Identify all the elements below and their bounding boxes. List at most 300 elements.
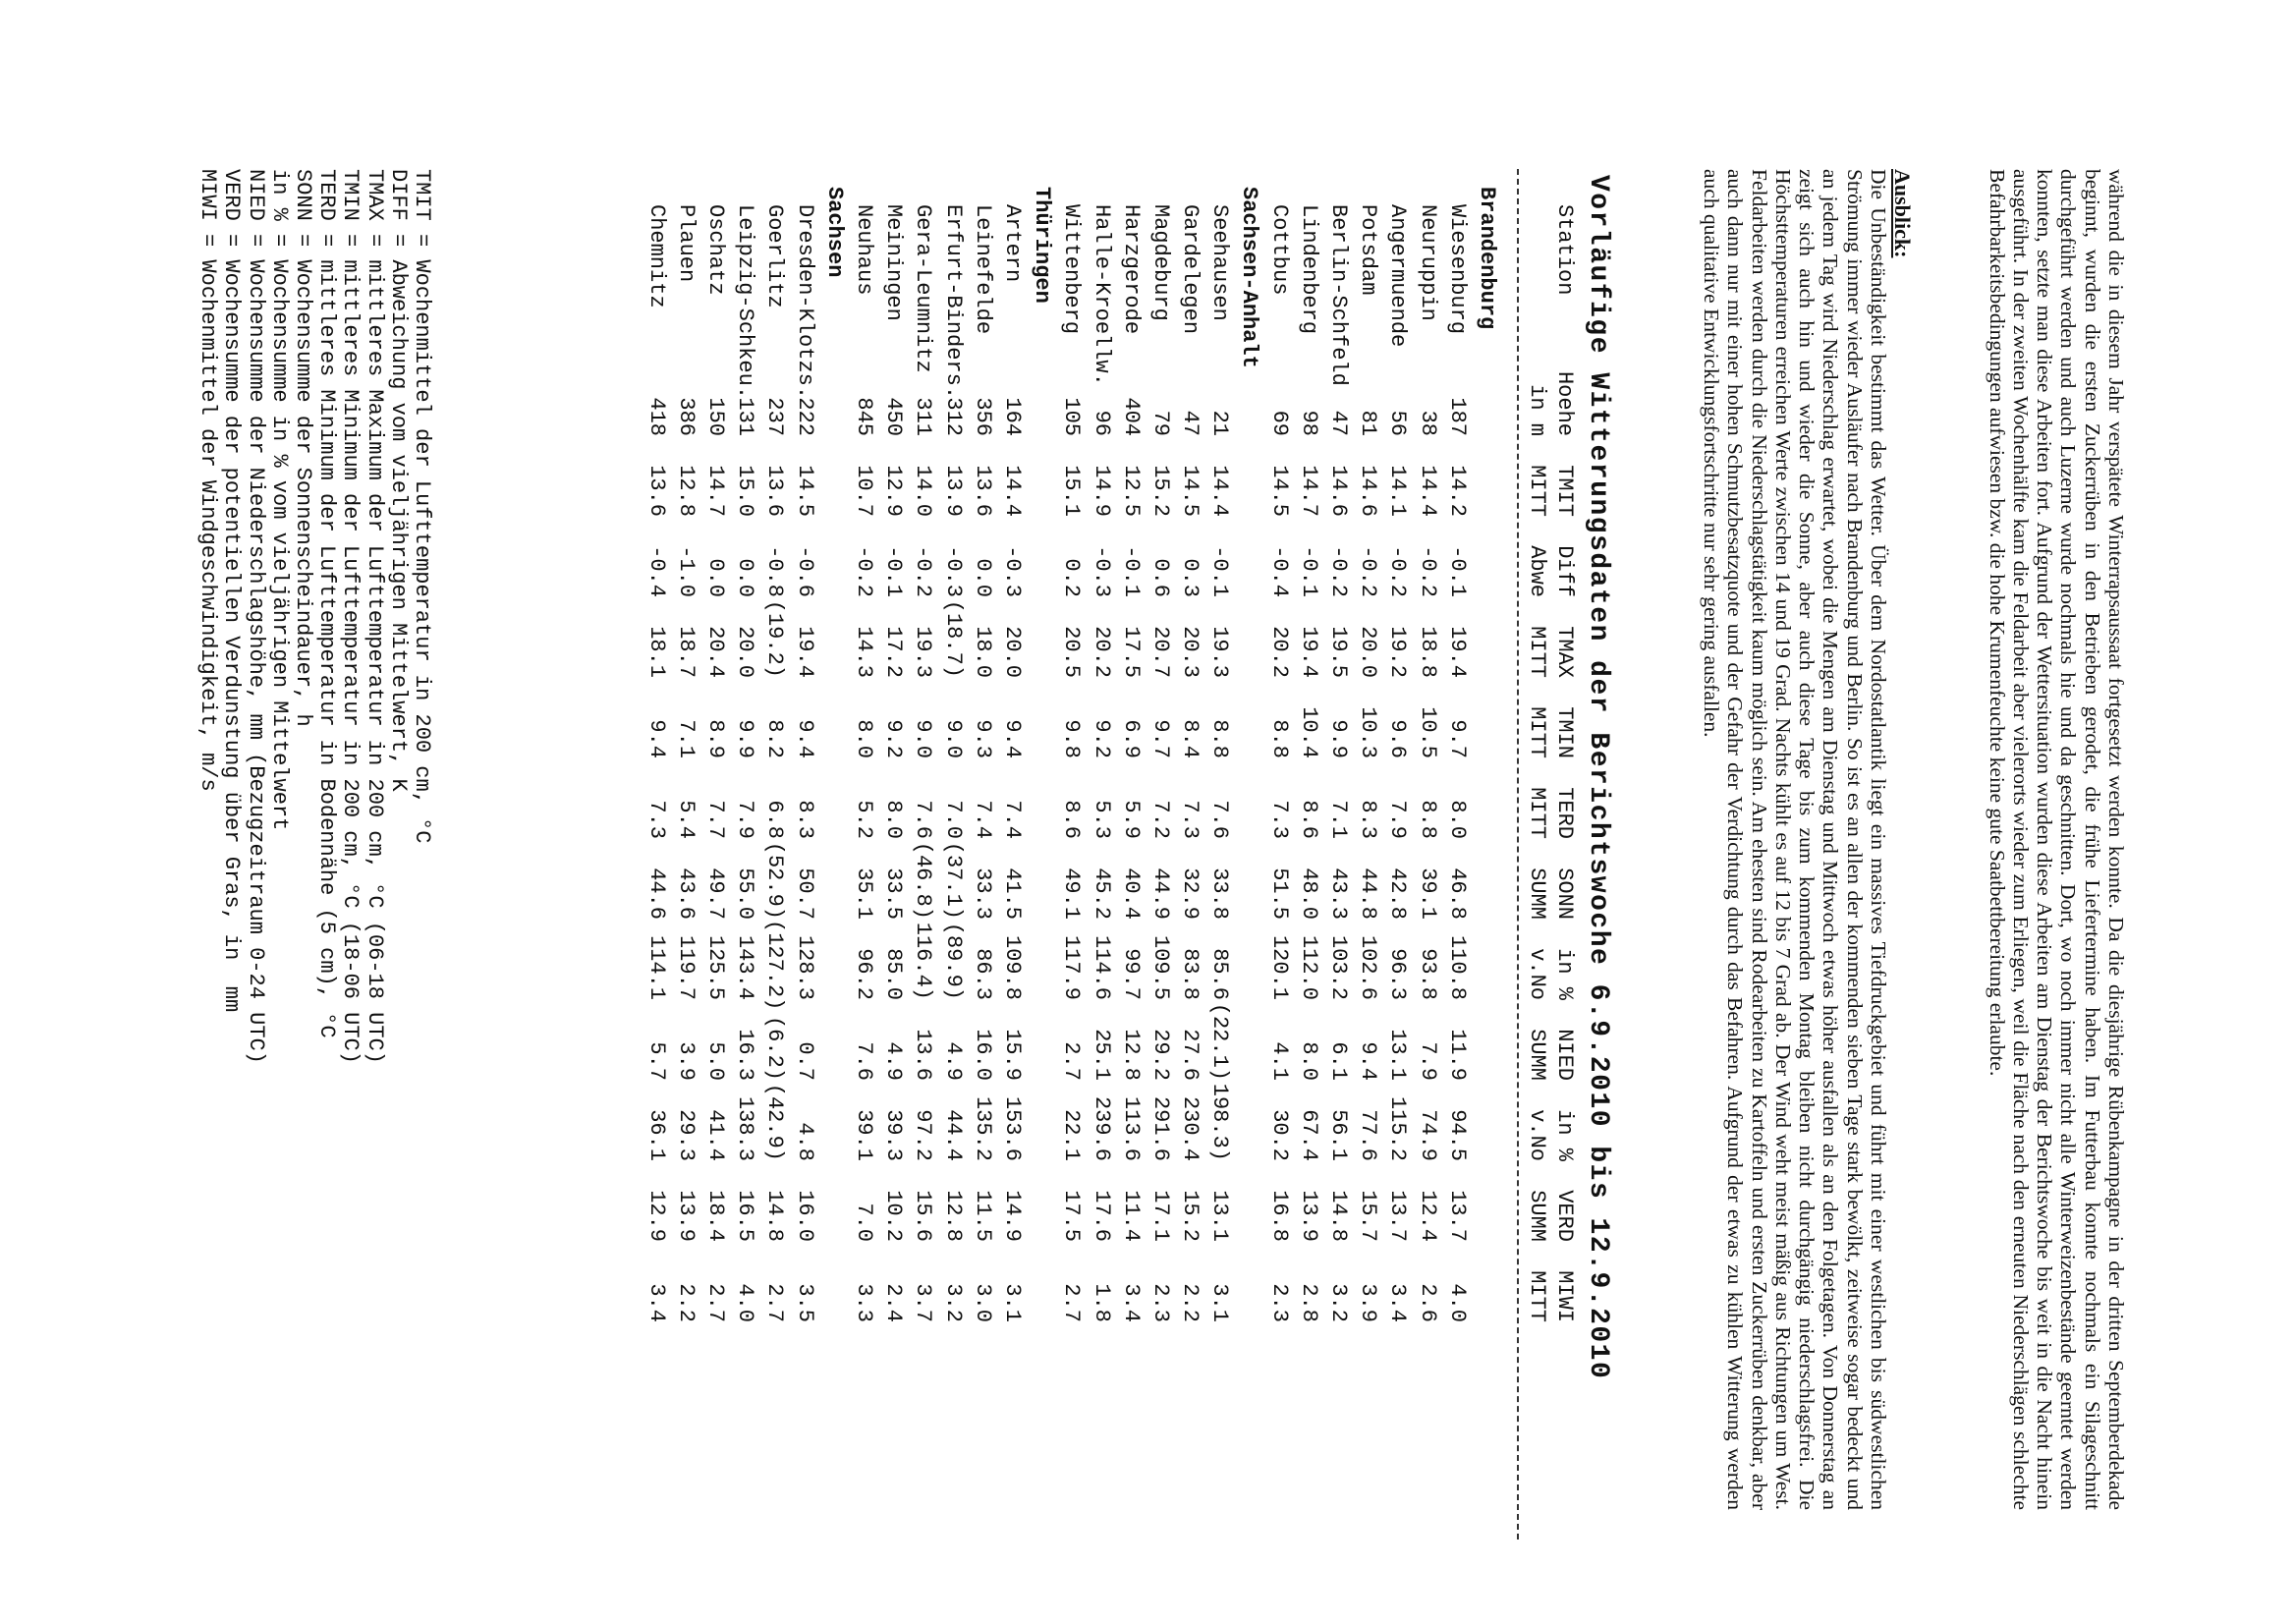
table-cell: 7.9 bbox=[733, 800, 758, 839]
station-name: Angermuende bbox=[1385, 204, 1411, 348]
station-name: Potsdam bbox=[1356, 204, 1381, 296]
table-cell: 17.1 bbox=[1148, 1190, 1173, 1242]
table-cell: 12.9 bbox=[881, 465, 907, 517]
table-cell: 230.4 bbox=[1178, 1095, 1203, 1161]
table-cell: 18.4 bbox=[703, 1190, 729, 1242]
table-cell: -0.2 bbox=[911, 545, 936, 597]
table-cell: 20.4 bbox=[703, 626, 729, 678]
table-cell: 27.6 bbox=[1178, 1029, 1203, 1081]
table-cell: 14.2 bbox=[1444, 465, 1470, 517]
station-row bbox=[1175, 169, 1204, 1540]
table-cell: 143.4 bbox=[733, 934, 758, 1000]
table-cell: -0.3 bbox=[940, 545, 966, 597]
table-cell: 8.2 bbox=[762, 719, 788, 758]
table-cell: 44.8 bbox=[1356, 868, 1381, 920]
table-cell: 10.5 bbox=[1415, 706, 1440, 758]
station-row bbox=[1086, 169, 1115, 1540]
table-cell: 19.5 bbox=[1326, 626, 1352, 678]
table-cell: 96.2 bbox=[852, 948, 877, 1000]
table-cell: (6.2) bbox=[762, 1015, 788, 1081]
table-cell: 0.3 bbox=[1178, 558, 1203, 597]
legend-line: TMIN = mittleres Minimum der Lufttemperatur in 200 cm, °C (18-06 UTC) bbox=[338, 169, 364, 1064]
table-cell: 311 bbox=[911, 397, 936, 436]
table-cell: 20.2 bbox=[1266, 626, 1292, 678]
table-cell: 12.4 bbox=[1415, 1190, 1440, 1242]
table-cell: 0.2 bbox=[1059, 558, 1085, 597]
table-cell: 9.3 bbox=[970, 719, 995, 758]
table-cell: -0.4 bbox=[1266, 545, 1292, 597]
table-cell: 6.8 bbox=[762, 800, 788, 839]
table-cell: -0.2 bbox=[1415, 545, 1440, 597]
legend-line: SONN = Wochensumme der Sonnenscheindauer, h bbox=[290, 169, 315, 727]
table-cell: 6.1 bbox=[1326, 1041, 1352, 1081]
table-cell: 109.5 bbox=[1148, 934, 1173, 1000]
table-cell: 2.4 bbox=[881, 1283, 907, 1322]
table-cell: 5.7 bbox=[644, 1041, 669, 1081]
table-cell: 6.9 bbox=[1118, 719, 1144, 758]
table-cell: 7.1 bbox=[1326, 800, 1352, 839]
station-row bbox=[1204, 169, 1234, 1540]
table-cell: 14.1 bbox=[1385, 465, 1411, 517]
station-name: Wiesenburg bbox=[1444, 204, 1470, 335]
table-cell: 14.4 bbox=[1207, 465, 1233, 517]
table-cell: 239.6 bbox=[1089, 1095, 1114, 1161]
table-cell: (52.9) bbox=[762, 841, 788, 920]
table-cell: 19.3 bbox=[1207, 626, 1233, 678]
table-cell: 2.8 bbox=[1296, 1283, 1321, 1322]
table-cell: 14.8 bbox=[762, 1190, 788, 1242]
table-cell: (19.2) bbox=[762, 599, 788, 678]
table-cell: 9.2 bbox=[1089, 719, 1114, 758]
table-cell: 7.9 bbox=[1415, 1041, 1440, 1081]
table-cell: 125.5 bbox=[703, 934, 729, 1000]
table-cell: 16.3 bbox=[733, 1029, 758, 1081]
legend-line: TERD = mittleres Minimum der Lufttemperatur in Bodennähe (5 cm), °C bbox=[314, 169, 340, 1038]
header-cell: VERD bbox=[1552, 1190, 1577, 1242]
table-cell: 20.7 bbox=[1148, 626, 1173, 678]
table-cell: 164 bbox=[1000, 397, 1025, 436]
table-cell: 10.7 bbox=[852, 465, 877, 517]
region-name: Thüringen bbox=[1030, 187, 1055, 304]
region-heading bbox=[819, 169, 849, 1540]
table-cell: 15.2 bbox=[1178, 1190, 1203, 1242]
table-cell: 97.2 bbox=[911, 1109, 936, 1161]
table-cell: (42.9) bbox=[762, 1083, 788, 1161]
table-cell: 15.7 bbox=[1356, 1190, 1381, 1242]
table-cell: 8.0 bbox=[852, 719, 877, 758]
table-cell: 7.3 bbox=[644, 800, 669, 839]
table-cell: 3.9 bbox=[1356, 1283, 1381, 1322]
table-cell: 13.7 bbox=[1444, 1190, 1470, 1242]
table-cell: 13.9 bbox=[1296, 1190, 1321, 1242]
station-name: Wittenberg bbox=[1059, 204, 1085, 335]
table-cell: 8.8 bbox=[1207, 719, 1233, 758]
header-cell: MIWI bbox=[1552, 1270, 1577, 1322]
station-row bbox=[937, 169, 967, 1540]
table-cell: 8.0 bbox=[881, 800, 907, 839]
table-cell: 14.5 bbox=[1178, 465, 1203, 517]
table-cell: 35.1 bbox=[852, 868, 877, 920]
header-cell: in % bbox=[1552, 1109, 1577, 1161]
table-cell: 7.4 bbox=[1000, 800, 1025, 839]
station-name: Oschatz bbox=[703, 204, 729, 296]
table-cell: 13.6 bbox=[644, 465, 669, 517]
header-cell: SUMM bbox=[1525, 1190, 1549, 1242]
legend bbox=[196, 169, 433, 1544]
table-cell: 291.6 bbox=[1148, 1095, 1173, 1161]
table-cell: 12.8 bbox=[1118, 1029, 1144, 1081]
table-cell: 9.2 bbox=[881, 719, 907, 758]
table-cell: 49.1 bbox=[1059, 868, 1085, 920]
table-cell: 7.7 bbox=[703, 800, 729, 839]
station-name: Artern bbox=[1000, 204, 1025, 283]
header-cell: v.No bbox=[1525, 948, 1549, 1000]
table-cell: 198.3) bbox=[1207, 1083, 1233, 1161]
table-cell: 14.5 bbox=[792, 465, 817, 517]
table-cell: 11.4 bbox=[1118, 1190, 1144, 1242]
table-cell: 3.4 bbox=[1118, 1283, 1144, 1322]
table-cell: 4.8 bbox=[792, 1122, 817, 1161]
header-cell: TMAX bbox=[1552, 626, 1577, 678]
table-cell: 112.0 bbox=[1296, 934, 1321, 1000]
table-cell: 17.2 bbox=[881, 626, 907, 678]
table-cell: 32.9 bbox=[1178, 868, 1203, 920]
table-cell: -0.2 bbox=[1356, 545, 1381, 597]
table-cell: 21 bbox=[1207, 410, 1233, 436]
table-cell: 19.4 bbox=[792, 626, 817, 678]
table-cell: 119.7 bbox=[673, 934, 699, 1000]
table-cell: 128.3 bbox=[792, 934, 817, 1000]
table-cell: (46.8) bbox=[911, 841, 936, 920]
station-row bbox=[849, 169, 878, 1540]
table-cell: 39.1 bbox=[852, 1109, 877, 1161]
station-name: Berlin-Schfeld bbox=[1326, 204, 1352, 386]
table-cell: 187 bbox=[1444, 397, 1470, 436]
table-cell: 2.2 bbox=[1178, 1283, 1203, 1322]
table-cell: 2.2 bbox=[673, 1283, 699, 1322]
table-cell: 3.2 bbox=[1326, 1283, 1352, 1322]
table-cell: 3.1 bbox=[1000, 1283, 1025, 1322]
station-name: Erfurt-Binders. bbox=[940, 204, 966, 400]
table-cell: 5.4 bbox=[673, 800, 699, 839]
table-cell: 20.5 bbox=[1059, 626, 1085, 678]
table-cell: 0.0 bbox=[703, 558, 729, 597]
header-cell: in m bbox=[1525, 384, 1549, 436]
table-cell: -0.1 bbox=[1444, 545, 1470, 597]
table-cell: 10.3 bbox=[1356, 706, 1381, 758]
station-name: Gardelegen bbox=[1178, 204, 1203, 335]
header-cell: MITT bbox=[1525, 787, 1549, 839]
station-name: Seehausen bbox=[1207, 204, 1233, 321]
table-cell: 42.8 bbox=[1385, 868, 1411, 920]
table-cell: 5.3 bbox=[1089, 800, 1114, 839]
table-cell: 4.0 bbox=[1444, 1283, 1470, 1322]
table-cell: 85.6 bbox=[1207, 948, 1233, 1000]
header-cell: MITT bbox=[1525, 626, 1549, 678]
table-cell: 29.2 bbox=[1148, 1029, 1173, 1081]
table-cell: 135.2 bbox=[970, 1095, 995, 1161]
table-cell: 131 bbox=[733, 397, 758, 436]
table-cell: 8.0 bbox=[1296, 1041, 1321, 1081]
legend-line: in % = Wochensumme in % vom vieljährigen Mittelwert bbox=[266, 169, 292, 831]
table-cell: 30.2 bbox=[1266, 1109, 1292, 1161]
table-cell: 418 bbox=[644, 397, 669, 436]
table-cell: 153.6 bbox=[1000, 1095, 1025, 1161]
table-cell: 29.3 bbox=[673, 1109, 699, 1161]
table-cell: 56.1 bbox=[1326, 1109, 1352, 1161]
table-cell: 43.3 bbox=[1326, 868, 1352, 920]
table-cell: 20.0 bbox=[1356, 626, 1381, 678]
table-cell: 50.7 bbox=[792, 868, 817, 920]
table-cell: 13.6 bbox=[970, 465, 995, 517]
table-cell: 4.9 bbox=[940, 1041, 966, 1081]
table-cell: 9.7 bbox=[1444, 719, 1470, 758]
table-cell: 18.1 bbox=[644, 626, 669, 678]
header-cell: Diff bbox=[1552, 545, 1577, 597]
table-cell: 15.2 bbox=[1148, 465, 1173, 517]
station-name: Neuhaus bbox=[852, 204, 877, 296]
station-row bbox=[1294, 169, 1323, 1540]
table-cell: 150 bbox=[703, 397, 729, 436]
table-cell: (18.7) bbox=[940, 599, 966, 678]
table-cell: 2.6 bbox=[1415, 1283, 1440, 1322]
table-cell: 33.8 bbox=[1207, 868, 1233, 920]
table-cell: 7.3 bbox=[1178, 800, 1203, 839]
header-cell: TMIN bbox=[1552, 706, 1577, 758]
legend-line: DIFF = Abweichung vom vieljährigen Mittelwert, K bbox=[385, 169, 411, 792]
station-row bbox=[1353, 169, 1382, 1540]
header-cell: v.No bbox=[1525, 1109, 1549, 1161]
header-cell: in % bbox=[1552, 948, 1577, 1000]
table-cell: 56 bbox=[1385, 410, 1411, 436]
table-cell: 8.6 bbox=[1296, 800, 1321, 839]
table-cell: 12.9 bbox=[644, 1190, 669, 1242]
station-name: Meiningen bbox=[881, 204, 907, 321]
table-cell: 7.0 bbox=[852, 1203, 877, 1242]
ausblick-paragraph: Die Unbeständigkeit bestimmt das Wetter. Über dem Nordostatlantik liegt ein massives Tiefdruckgebiet und führt mit einer westlichen bis südwestlichen Strömung immer wieder Ausläufer nach Brandenburg und Berlin. So ist es an allen der kommenden sieben Tage stark bewölkt, zeitweise sogar bedeckt und an jedem Tag wird Niederschlag erwartet, wobei die Mengen am Dienstag und Mittwoch etwas höher ausfallen als an den Folgetagen. Von Donnerstag an zeigt sich auch hin und wieder die Sonne, aber auch diese Tage bis zum kommenden Montag bleiben nicht durchgängig niederschlagsfrei. Die Höchsttemperaturen erreichen Werte zwischen 14 und 19 Grad. Nachts kühlt es auf 12 bis 7 Grad ab. Der Wind weht meist mäßig aus Richtungen um West. Feldarbeiten werden durch die Niederschlagstätigkeit kaum möglich sein. Am ehesten sind Rodearbeiten zu Kartoffeln und ersten Zuckerrüben denkbar, aber auch dann nur mit einer hohen Schmutzbesatzquote und der Gefahr der Verdichtung durch das Befahren. Aufgrund der etwas zu kühlen Witterung werden auch qualitative Entwicklungsfortschritte nur sehr gering ausfallen. bbox=[1699, 169, 1890, 1510]
table-cell: 113.6 bbox=[1118, 1095, 1144, 1161]
legend-line: MIWI = Wochenmittel der Windgeschwindigkeit, m/s bbox=[196, 169, 221, 792]
table-cell: 14.7 bbox=[703, 465, 729, 517]
table-cell: 98 bbox=[1296, 410, 1321, 436]
table-cell: 7.6 bbox=[911, 800, 936, 839]
table-cell: 85.0 bbox=[881, 948, 907, 1000]
station-row bbox=[997, 169, 1027, 1540]
table-cell: 18.8 bbox=[1415, 626, 1440, 678]
table-cell: 117.9 bbox=[1059, 934, 1085, 1000]
header-separator bbox=[1503, 169, 1519, 1540]
table-cell: 4.1 bbox=[1266, 1041, 1292, 1081]
table-cell: 17.5 bbox=[1118, 626, 1144, 678]
table-cell: 9.4 bbox=[1000, 719, 1025, 758]
table-cell: -0.2 bbox=[1385, 545, 1411, 597]
table-cell: 9.4 bbox=[1356, 1041, 1381, 1081]
header-cell: Station bbox=[1552, 204, 1577, 296]
table-cell: 11.5 bbox=[970, 1190, 995, 1242]
table-cell: 96.3 bbox=[1385, 948, 1411, 1000]
header-cell: NIED bbox=[1552, 1029, 1577, 1081]
table-cell: 19.4 bbox=[1444, 626, 1470, 678]
region-name: Sachsen bbox=[821, 187, 847, 278]
table-cell: 14.4 bbox=[1000, 465, 1025, 517]
station-row bbox=[671, 169, 700, 1540]
station-row bbox=[730, 169, 759, 1540]
table-cell: 33.3 bbox=[970, 868, 995, 920]
table-cell: 356 bbox=[970, 397, 995, 436]
table-cell: 14.4 bbox=[1415, 465, 1440, 517]
header-cell: SUMM bbox=[1525, 868, 1549, 920]
table-cell: 0.6 bbox=[1148, 558, 1173, 597]
table-cell: 3.9 bbox=[673, 1041, 699, 1081]
legend-line: TMIT = Wochenmittel der Lufttemperatur in 200 cm, °C bbox=[410, 169, 434, 844]
station-row bbox=[1264, 169, 1294, 1540]
table-cell: 845 bbox=[852, 397, 877, 436]
table-cell: 12.5 bbox=[1118, 465, 1144, 517]
header-cell: SUMM bbox=[1525, 1029, 1549, 1081]
table-cell: 4.9 bbox=[881, 1041, 907, 1081]
table-cell: 404 bbox=[1118, 397, 1144, 436]
table-cell: 18.7 bbox=[673, 626, 699, 678]
table-cell: 13.6 bbox=[911, 1029, 936, 1081]
table-cell: 7.0 bbox=[940, 800, 966, 839]
table-cell: 83.8 bbox=[1178, 948, 1203, 1000]
table-cell: 9.9 bbox=[1326, 719, 1352, 758]
table-cell: 15.0 bbox=[733, 465, 758, 517]
table-cell: -0.8 bbox=[762, 545, 788, 597]
table-cell: 9.4 bbox=[644, 719, 669, 758]
table-cell: 39.3 bbox=[881, 1109, 907, 1161]
table-cell: 94.5 bbox=[1444, 1109, 1470, 1161]
table-header-row-1 bbox=[1550, 169, 1578, 1540]
table-cell: 9.9 bbox=[733, 719, 758, 758]
table-cell: 18.0 bbox=[970, 626, 995, 678]
table-cell: 20.3 bbox=[1178, 626, 1203, 678]
table-cell: 9.6 bbox=[1385, 719, 1411, 758]
station-row bbox=[1146, 169, 1175, 1540]
table-cell: (89.9) bbox=[940, 922, 966, 1000]
table-cell: 3.4 bbox=[1385, 1283, 1411, 1322]
region-name: Brandenburg bbox=[1475, 187, 1499, 330]
table-cell: -1.0 bbox=[673, 545, 699, 597]
station-row bbox=[642, 169, 671, 1540]
table-cell: 0.7 bbox=[792, 1041, 817, 1081]
station-name: Leinefelde bbox=[970, 204, 995, 335]
station-name: Harzgerode bbox=[1118, 204, 1144, 335]
station-row bbox=[1442, 169, 1472, 1540]
table-cell: 109.8 bbox=[1000, 934, 1025, 1000]
table-cell: 10.2 bbox=[881, 1190, 907, 1242]
table-cell: 10.4 bbox=[1296, 706, 1321, 758]
table-cell: 5.2 bbox=[852, 800, 877, 839]
table-cell: 9.8 bbox=[1059, 719, 1085, 758]
table-cell: 8.0 bbox=[1444, 800, 1470, 839]
table-cell: 99.7 bbox=[1118, 948, 1144, 1000]
table-cell: 3.4 bbox=[644, 1283, 669, 1322]
table-cell: 14.5 bbox=[1266, 465, 1292, 517]
station-name: Goerlitz bbox=[762, 204, 788, 308]
table-cell: 11.9 bbox=[1444, 1029, 1470, 1081]
table-cell: -0.4 bbox=[644, 545, 669, 597]
table-cell: 102.6 bbox=[1356, 934, 1381, 1000]
table-cell: -0.2 bbox=[852, 545, 877, 597]
table-cell: 312 bbox=[940, 397, 966, 436]
table-cell: 2.3 bbox=[1266, 1283, 1292, 1322]
table-cell: -0.1 bbox=[1118, 545, 1144, 597]
table-cell: 55.0 bbox=[733, 868, 758, 920]
station-name: Neuruppin bbox=[1415, 204, 1440, 321]
header-cell: SONN bbox=[1552, 868, 1577, 920]
table-cell: 105 bbox=[1059, 397, 1085, 436]
table-cell: 7.3 bbox=[1266, 800, 1292, 839]
table-cell: 25.1 bbox=[1089, 1029, 1114, 1081]
station-row bbox=[878, 169, 908, 1540]
table-cell: 14.8 bbox=[1326, 1190, 1352, 1242]
table-cell: 3.5 bbox=[792, 1283, 817, 1322]
table-cell: 46.8 bbox=[1444, 868, 1470, 920]
table-cell: 2.7 bbox=[762, 1283, 788, 1322]
table-cell: 17.5 bbox=[1059, 1190, 1085, 1242]
table-cell: 13.7 bbox=[1385, 1190, 1411, 1242]
table-cell: 8.3 bbox=[792, 800, 817, 839]
station-row bbox=[1116, 169, 1146, 1540]
station-row bbox=[908, 169, 937, 1540]
table-cell: 2.7 bbox=[703, 1283, 729, 1322]
table-cell: 45.2 bbox=[1089, 868, 1114, 920]
table-cell: 5.9 bbox=[1118, 800, 1144, 839]
station-name: Plauen bbox=[673, 204, 699, 283]
table-cell: 20.2 bbox=[1089, 626, 1114, 678]
table-cell: 69 bbox=[1266, 410, 1292, 436]
table-cell: 7.6 bbox=[1207, 800, 1233, 839]
table-cell: 13.9 bbox=[673, 1190, 699, 1242]
table-cell: 47 bbox=[1326, 410, 1352, 436]
table-cell: 14.6 bbox=[1326, 465, 1352, 517]
weather-table bbox=[642, 169, 1578, 1540]
table-cell: 47 bbox=[1178, 410, 1203, 436]
table-cell: 3.0 bbox=[970, 1283, 995, 1322]
intro-paragraph: während die in diesem Jahr verspätete Winterrapsaussaat fortgesetzt werden konnte. Da die diesjährige Rübenkampagne in der dritten Septemberdekade beginnt, wurden die ersten Zuckerrüben in den Betrieben gerodet, die frühe Liefertermine haben. Im Futterbau konnte nochmals ein Silageschnitt durchgeführt werden und auch Luzerne wurde nochmals hie und da geschnitten. Dort, wo noch immer nicht alle Winterweizenbestände geerntet werden konnten, setzte man diese Arbeiten fort. Aufgrund der Wettersituation wurden diese Arbeiten am Dienstag der Berichtswoche bis weit in die Nacht hinein ausgeführt. In der zweiten Wochenhälfte kam die Feldarbeit aber vielerorts wieder zum Erliegen, weil die Fläche nach den erneuten Niederschlägen schlechte Befahrbarkeitsbedingungen aufwiesen bzw. die hohe Krumenfeuchte keine gute Saatbettbereitung erlaubte. bbox=[1985, 169, 2128, 1510]
table-cell: -0.1 bbox=[1207, 545, 1233, 597]
station-row bbox=[700, 169, 730, 1540]
table-cell: 14.0 bbox=[911, 465, 936, 517]
table-cell: 41.4 bbox=[703, 1109, 729, 1161]
table-cell: 9.0 bbox=[911, 719, 936, 758]
table-cell: 7.1 bbox=[673, 719, 699, 758]
table-cell: 39.1 bbox=[1415, 868, 1440, 920]
table-cell: 48.0 bbox=[1296, 868, 1321, 920]
table-cell: 13.1 bbox=[1385, 1029, 1411, 1081]
table-cell: 74.9 bbox=[1415, 1109, 1440, 1161]
table-cell: 12.8 bbox=[940, 1190, 966, 1242]
table-cell: 79 bbox=[1148, 410, 1173, 436]
table-cell: 7.2 bbox=[1148, 800, 1173, 839]
region-heading bbox=[1234, 169, 1263, 1540]
table-cell: 36.1 bbox=[644, 1109, 669, 1161]
table-cell: 14.7 bbox=[1296, 465, 1321, 517]
table-cell: 3.1 bbox=[1207, 1283, 1233, 1322]
header-cell: Hoehe bbox=[1552, 370, 1577, 436]
table-cell: 16.0 bbox=[792, 1190, 817, 1242]
table-cell: 2.7 bbox=[1059, 1041, 1085, 1081]
station-name: Magdeburg bbox=[1148, 204, 1173, 321]
table-cell: 93.8 bbox=[1415, 948, 1440, 1000]
table-cell: 114.1 bbox=[644, 934, 669, 1000]
legend-line: NIED = Wochensumme der Niederschlagshöhe, mm (Bezugzeitraum 0-24 UTC) bbox=[243, 169, 268, 1064]
table-cell: 12.8 bbox=[673, 465, 699, 517]
station-row bbox=[759, 169, 789, 1540]
table-cell: 49.7 bbox=[703, 868, 729, 920]
legend-line: TMAX = mittleres Maximum der Lufttemperatur in 200 cm, °C (06-18 UTC) bbox=[362, 169, 387, 1064]
